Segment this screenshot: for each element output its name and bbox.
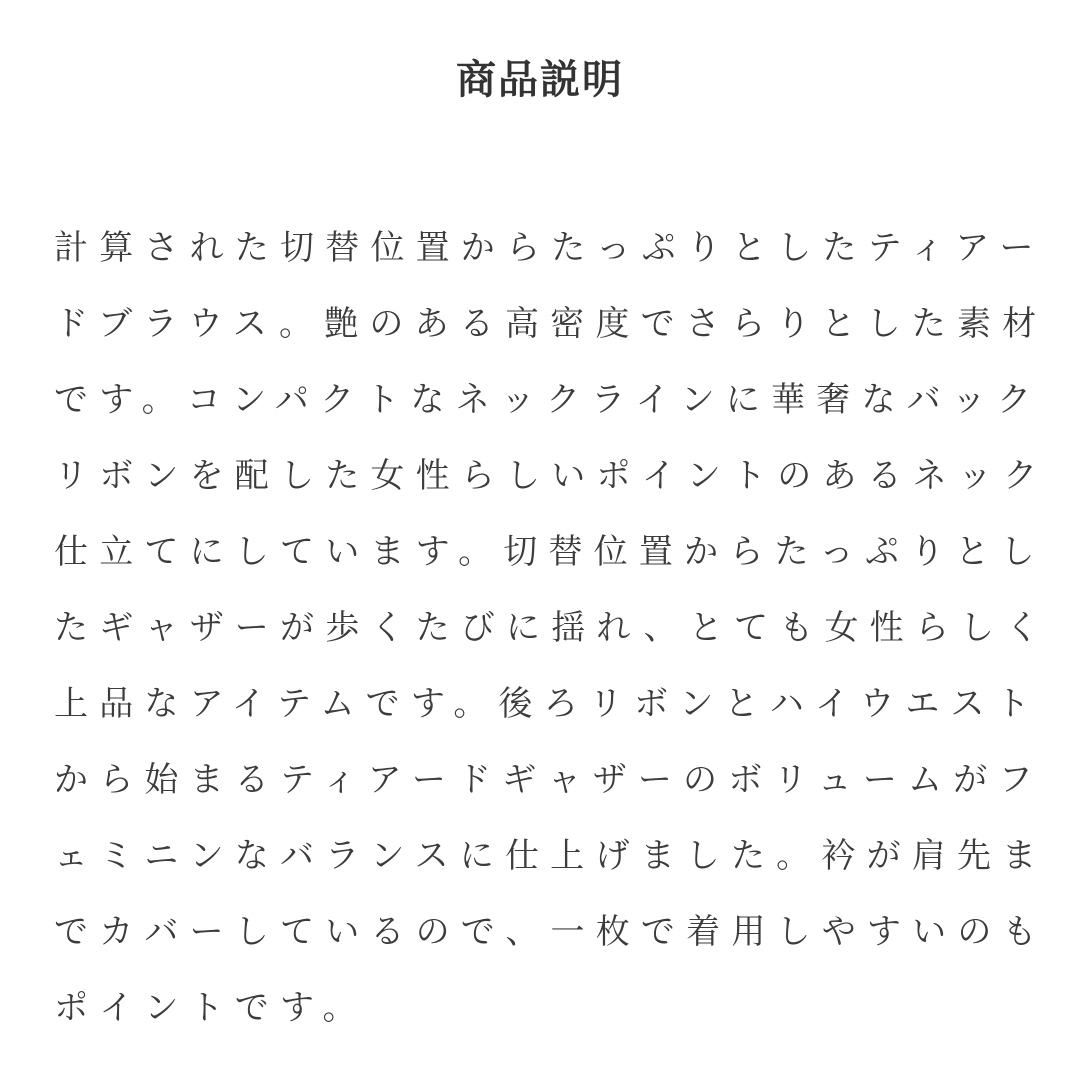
page-title: 商品説明 bbox=[456, 57, 624, 103]
description-line: 計算された切替位置からたっぷりとしたティアー bbox=[54, 228, 1045, 268]
description-line: ェミニンなバランスに仕上げました。衿が肩先ま bbox=[54, 836, 1048, 876]
description-line: でカバーしているので、一枚で着用しやすいのも bbox=[54, 912, 1048, 952]
description-line: ポイントです。 bbox=[54, 988, 368, 1028]
description-line: から始まるティアードギャザーのボリュームがフ bbox=[54, 760, 1044, 800]
description-line: リボンを配した女性らしいポイントのあるネック bbox=[54, 456, 1049, 496]
description-line: 上品なアイテムです。後ろリボンとハイウエスト bbox=[54, 684, 1041, 724]
description-line: です。コンパクトなネックラインに華奢なバック bbox=[54, 380, 1043, 420]
description-line: たギャザーが歩くたびに揺れ、とても女性らしく bbox=[54, 608, 1051, 648]
description-body bbox=[54, 210, 1051, 1046]
description-line: ドブラウス。艶のある高密度でさらりとした素材 bbox=[54, 304, 1048, 344]
description-line: 仕立てにしています。切替位置からたっぷりとし bbox=[54, 532, 1046, 572]
